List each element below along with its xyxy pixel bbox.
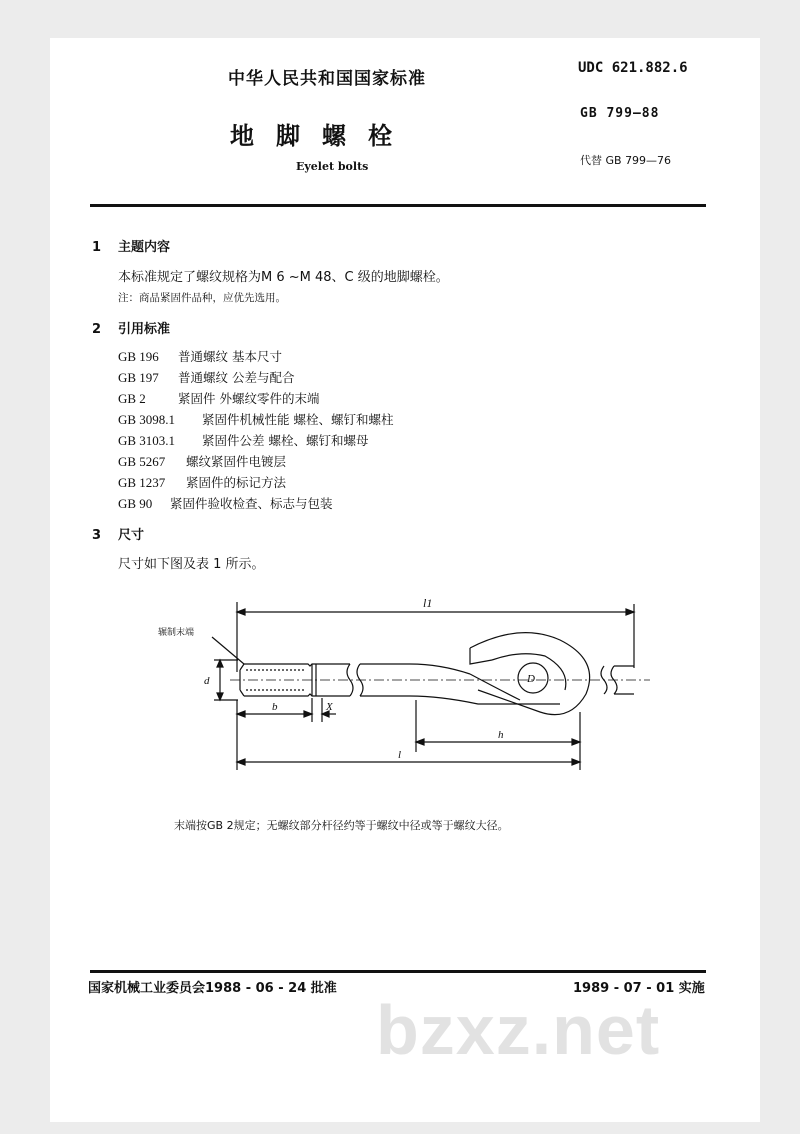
d-label: d bbox=[204, 675, 210, 687]
rolled-end-label: 辗制末端 bbox=[158, 627, 195, 637]
b-label: b bbox=[272, 701, 278, 713]
reference-item: GB 3098.1 紧固件机械性能 螺栓、螺钉和螺柱 bbox=[118, 412, 394, 427]
replaces-standard: 代替 GB 799—76 bbox=[580, 154, 672, 167]
reference-item: GB 1237 紧固件的标记方法 bbox=[118, 475, 287, 490]
eye-d-label: D bbox=[527, 673, 535, 685]
section-3-title: 尺寸 bbox=[118, 528, 145, 543]
reference-item: GB 5267 螺纹紧固件电镀层 bbox=[118, 454, 287, 469]
watermark: bzxz.net bbox=[376, 991, 661, 1069]
reference-item: GB 3103.1 紧固件公差 螺栓、螺钉和螺母 bbox=[118, 433, 369, 448]
section-3-text: 尺寸如下图及表 1 所示。 bbox=[118, 557, 265, 572]
gb-number: GB 799—88 bbox=[580, 106, 660, 121]
section-2-title: 引用标准 bbox=[118, 322, 171, 337]
reference-item: GB 2 紧固件 外螺纹零件的末端 bbox=[118, 391, 320, 406]
reference-item: GB 196 普通螺纹 基本尺寸 bbox=[118, 349, 282, 364]
section-1-title: 主题内容 bbox=[118, 240, 171, 255]
section-3-number: 3 bbox=[92, 528, 102, 543]
reference-item: GB 197 普通螺纹 公差与配合 bbox=[118, 370, 295, 385]
standard-title: 中华人民共和国国家标准 bbox=[228, 69, 426, 89]
document-title-en: Eyelet bolts bbox=[296, 160, 369, 173]
l-label: l bbox=[398, 749, 402, 761]
x-label: X bbox=[326, 701, 333, 713]
section-1-text: 本标准规定了螺纹规格为M 6 ~M 48、C 级的地脚螺栓。 bbox=[118, 270, 449, 285]
effective-date: 1989 - 07 - 01 实施 bbox=[573, 981, 705, 996]
udc-number: UDC 621.882.6 bbox=[578, 60, 688, 76]
document-title: 地脚螺栓 bbox=[230, 122, 414, 150]
l1-label: l1 bbox=[423, 596, 433, 610]
section-2-number: 2 bbox=[92, 322, 102, 337]
section-1-number: 1 bbox=[92, 240, 102, 255]
approval-date: 国家机械工业委员会1988 - 06 - 24 批准 bbox=[88, 981, 337, 996]
footer-rule bbox=[90, 970, 706, 973]
section-1-note: 注：商品紧固件品种，应优先选用。 bbox=[118, 292, 286, 304]
reference-item: GB 90 紧固件验收检查、标志与包装 bbox=[118, 496, 333, 511]
h-label: h bbox=[498, 729, 504, 741]
figure-caption: 末端按GB 2规定；无螺纹部分杆径约等于螺纹中径或等于螺纹大径。 bbox=[174, 819, 509, 832]
